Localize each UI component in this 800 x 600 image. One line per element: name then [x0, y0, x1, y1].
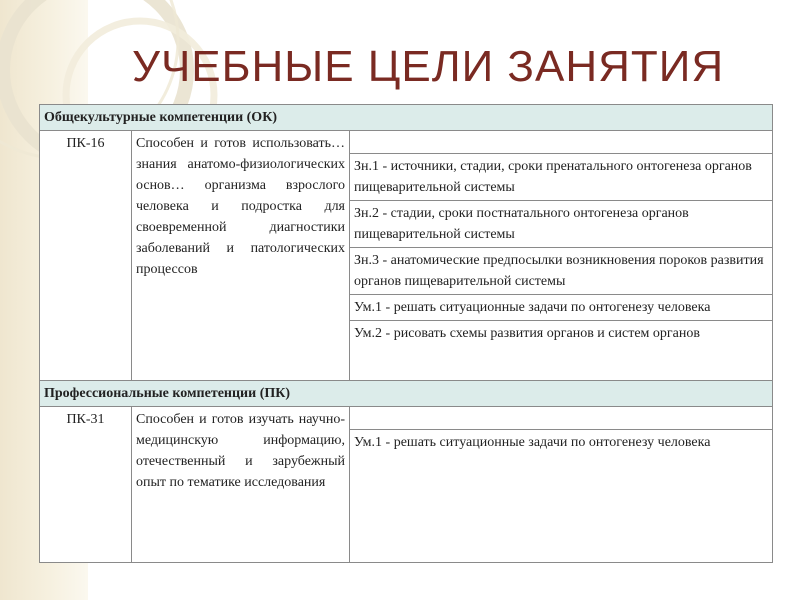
competency-description: Способен и готов изучать научно-медицинскую информацию, отечественный и зарубежный опыт по тематике исследования [132, 407, 350, 563]
outcome-cell [350, 407, 773, 430]
outcome-cell: Ум.1 - решать ситуационные задачи по онтогенезу человека [350, 430, 773, 563]
competency-code: ПК-31 [40, 407, 132, 563]
section-header: Профессиональные компетенции (ПК) [40, 381, 773, 407]
outcome-cell: Зн.2 - стадии, сроки постнатального онтогенеза органов пищеварительной системы [350, 201, 773, 248]
outcome-cell: Зн.1 - источники, стадии, сроки пренатального онтогенеза органов пищеварительной системы [350, 154, 773, 201]
section-header-row [40, 105, 773, 131]
table-row [40, 407, 773, 430]
section-header: Общекультурные компетенции (ОК) [40, 105, 773, 131]
page-title: УЧЕБНЫЕ ЦЕЛИ ЗАНЯТИЯ [132, 42, 725, 91]
competencies-table [39, 104, 773, 563]
table-row [40, 131, 773, 154]
section-header-row [40, 381, 773, 407]
outcome-cell: Зн.3 - анатомические предпосылки возникновения пороков развития органов пищеварительной системы [350, 248, 773, 295]
outcome-cell [350, 131, 773, 154]
outcome-cell: Ум.1 - решать ситуационные задачи по онтогенезу человека [350, 295, 773, 321]
competency-description: Способен и готов использовать… знания анатомо-физиологических основ… организма взрослого человека и подростка для своевременной диагностики заболеваний и патологических процессов [132, 131, 350, 381]
competency-code: ПК-16 [40, 131, 132, 381]
outcome-cell: Ум.2 - рисовать схемы развития органов и систем органов [350, 321, 773, 381]
